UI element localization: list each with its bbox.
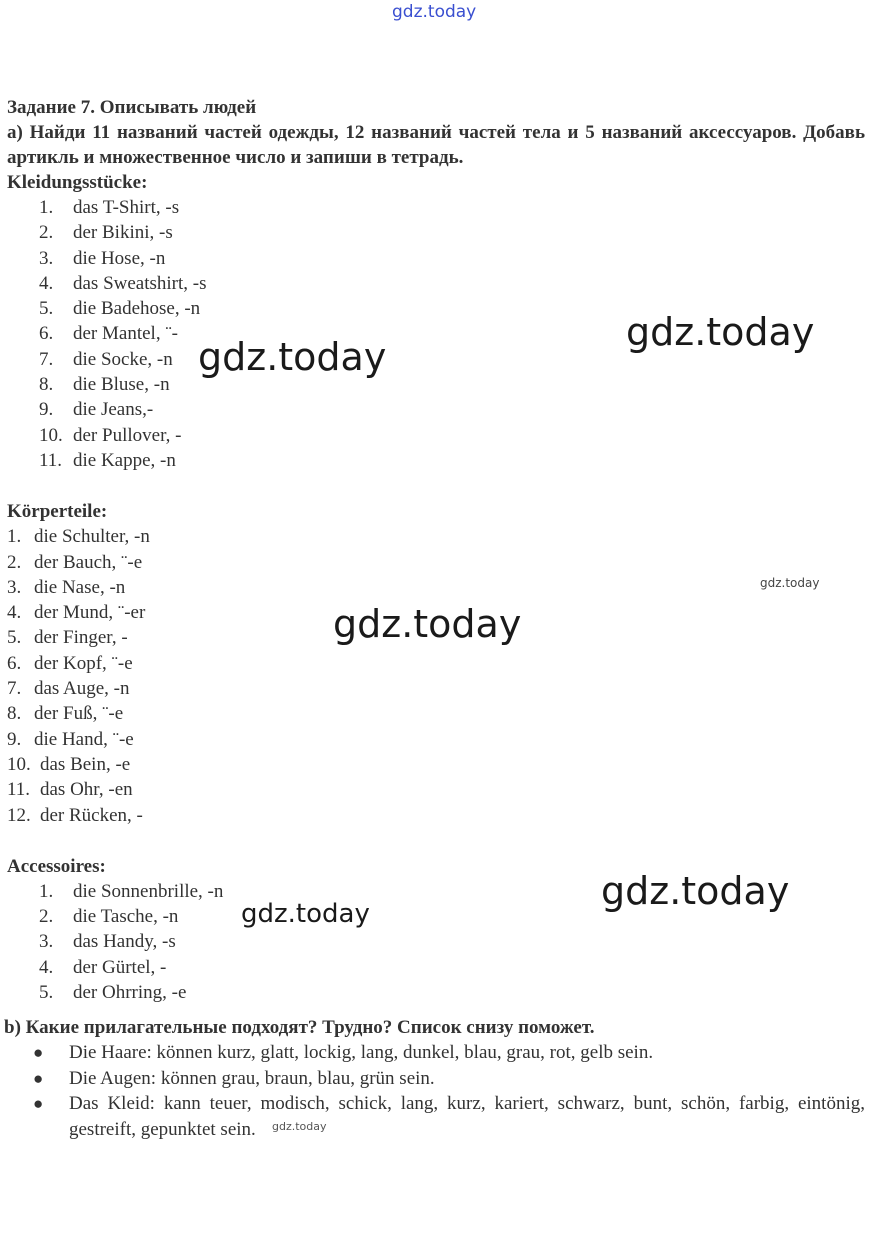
list-item: 9. die Hand, ¨-e	[7, 728, 134, 750]
list-item: 7. die Socke, -n	[39, 348, 173, 370]
list-item: 3. die Hose, -n	[39, 247, 166, 269]
list-item: 7. das Auge, -n	[7, 678, 130, 700]
list-item: 11. das Ohr, -en	[7, 779, 133, 801]
list-item: 6. der Kopf, ¨-e	[7, 652, 133, 674]
watermark: gdz.today	[272, 1120, 327, 1133]
bullet-icon: ●	[33, 1043, 44, 1063]
list-item: 8. die Bluse, -n	[39, 374, 170, 396]
list-item: 4. der Gürtel, -	[39, 956, 167, 978]
list-item: 10. der Pullover, -	[39, 424, 182, 446]
task-b-text: b) Какие прилагательные подходят? Трудно? Список снизу поможет.	[4, 1017, 595, 1039]
list-item: ● Die Augen: können grau, braun, blau, grün sein.	[7, 1066, 865, 1092]
list-item: 5. der Ohrring, -e	[39, 982, 187, 1004]
list-item: 4. das Sweatshirt, -s	[39, 272, 207, 294]
list-item: 2. der Bikini, -s	[39, 222, 173, 244]
list-item: ● Die Haare: können kurz, glatt, lockig, lang, dunkel, blau, grau, rot, gelb sein.	[7, 1040, 865, 1066]
list-item: ● Das Kleid: kann teuer, modisch, schick, lang, kurz, kariert, schwarz, bunt, schön, farbig, eintönig, gestreift, gepunktet sein.	[33, 1093, 865, 1140]
list-item: 8. der Fuß, ¨-e	[7, 703, 124, 725]
accessories-heading: Accessoires:	[7, 855, 106, 877]
list-item: 5. die Badehose, -n	[39, 298, 201, 320]
clothes-list	[7, 195, 865, 473]
list-item: 3. das Handy, -s	[39, 931, 176, 953]
adjectives-list	[7, 1040, 865, 1142]
task-a-text: a) Найди 11 названий частей одежды, 12 названий частей тела и 5 названий аксессуаров. Добавь артикль и множественное число и запиши в тетрадь.	[7, 122, 865, 168]
watermark: gdz.today	[333, 602, 522, 646]
list-item: 12. der Rücken, -	[7, 804, 143, 826]
watermark: gdz.today	[601, 869, 790, 913]
clothes-heading: Kleidungsstücke:	[7, 172, 148, 193]
list-item: 11. die Kappe, -n	[39, 449, 176, 471]
watermark: gdz.today	[241, 899, 370, 929]
list-item: 5. der Finger, -	[7, 627, 128, 649]
body-parts-list	[7, 524, 865, 828]
list-item: 6. der Mantel, ¨-	[39, 323, 178, 345]
list-item: 10. das Bein, -e	[7, 753, 131, 775]
watermark: gdz.today	[198, 335, 387, 379]
bullet-icon: ●	[33, 1094, 44, 1114]
watermark: gdz.today	[626, 310, 815, 354]
list-item: 2. der Bauch, ¨-e	[7, 551, 143, 573]
exercise-title: Задание 7. Описывать людей	[7, 97, 257, 118]
list-item: 9. die Jeans,-	[39, 399, 154, 421]
bullet-icon: ●	[33, 1068, 44, 1088]
page-content	[4, 96, 865, 1142]
list-item: 1. die Sonnenbrille, -n	[39, 880, 224, 902]
list-item: 1. das T-Shirt, -s	[39, 197, 180, 218]
list-item: 3. die Nase, -n	[7, 576, 126, 598]
list-item: 1. die Schulter, -n	[7, 526, 150, 548]
list-item: 2. die Tasche, -n	[39, 906, 179, 928]
watermark-top: gdz.today	[392, 2, 477, 22]
accessories-list	[7, 879, 865, 1005]
list-item: 4. der Mund, ¨-er	[7, 602, 146, 624]
body-parts-heading: Körperteile:	[7, 501, 108, 523]
watermark: gdz.today	[760, 576, 820, 590]
